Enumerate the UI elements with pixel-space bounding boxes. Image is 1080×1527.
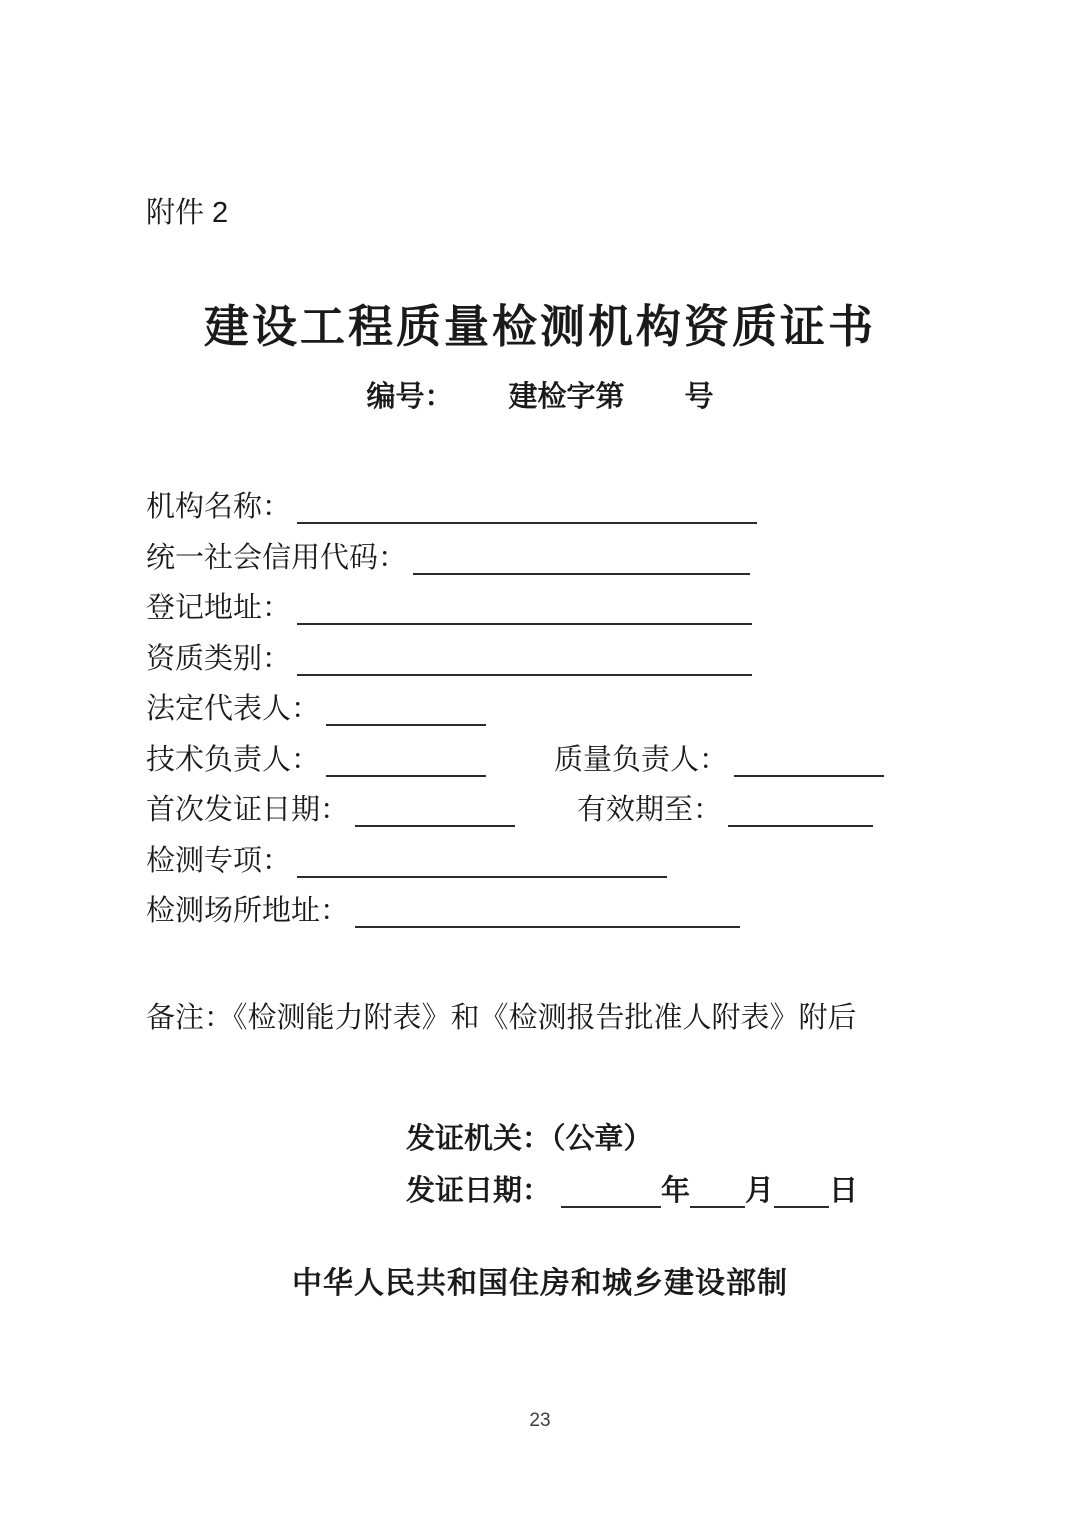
reg-address-blank-line [297,615,752,625]
issue-date-year-blank [561,1198,661,1208]
site-address-label: 检测场所地址： [146,895,350,927]
org-name-label: 机构名称： [146,491,292,523]
document-title: 建设工程质量检测机构资质证书 [203,301,876,352]
seal-placeholder: （公章） [551,1123,653,1155]
credit-code-label: 统一社会信用代码： [146,541,408,574]
tech-lead-label: 技术负责人： [146,743,321,776]
field-row-legal-rep [146,684,884,735]
page-number: 23 [529,1410,551,1431]
month-suffix: 月 [745,1175,775,1207]
legal-rep-blank-line [326,716,486,726]
quality-lead-blank-line [734,767,884,777]
quality-lead-label: 质量负责人： [554,743,729,776]
field-row-reg-address [146,583,884,634]
field-row-tech-quality-leads [146,735,884,786]
cert-no-suffix: 号 [684,381,714,413]
specialty-blank-line [297,868,667,878]
field-row-specialty [146,836,884,887]
year-suffix: 年 [661,1175,691,1207]
attachment-label: 附件 2 [146,197,229,229]
site-address-blank-line [355,918,740,928]
tech-lead-blank-line [326,767,486,777]
field-row-site-address [146,886,884,937]
issue-date-month-blank [690,1198,745,1208]
specialty-label: 检测专项： [146,844,292,877]
org-name-blank-line [297,514,757,524]
issue-date-day-blank [774,1198,829,1208]
field-row-issue-valid-dates [146,785,884,836]
qualification-type-blank-line [297,666,752,676]
field-row-credit-code [146,533,884,584]
cert-no-label: 编号： [366,381,454,413]
first-issue-label: 首次发证日期： [146,794,350,826]
cert-no-series: 建检字第 [508,381,625,413]
valid-until-label: 有效期至： [577,794,723,826]
issuing-authority-label: 发证机关： [406,1123,552,1155]
issue-date-line [406,1168,858,1209]
qualification-type-label: 资质类别： [146,642,292,675]
issuing-authority-line [406,1116,653,1157]
certificate-number-line [0,374,1080,415]
publisher-line: 中华人民共和国住房和城乡建设部制 [292,1267,788,1300]
legal-rep-label: 法定代表人： [146,693,321,725]
remark-line: 备注：《检测能力附表》和《检测报告批准人附表》附后 [146,1002,857,1034]
field-row-org-name [146,482,884,533]
credit-code-blank-line [413,565,750,575]
field-row-qualification-type [146,634,884,685]
reg-address-label: 登记地址： [146,592,292,624]
issue-date-label: 发证日期： [406,1175,552,1207]
form-fields [146,482,884,937]
day-suffix: 日 [829,1175,859,1207]
valid-until-blank-line [728,817,873,827]
first-issue-blank-line [355,817,515,827]
